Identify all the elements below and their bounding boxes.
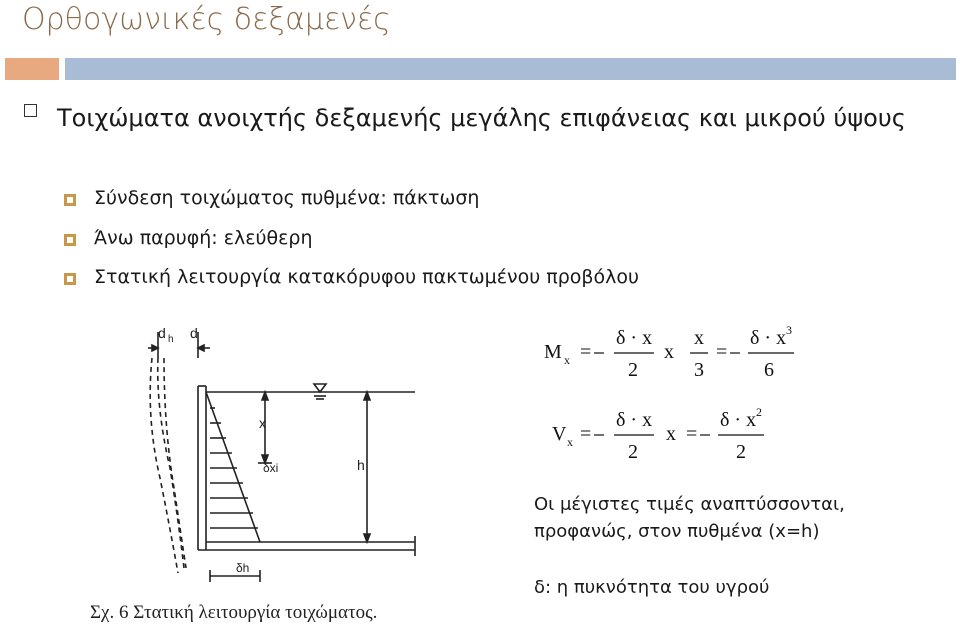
label-x: x [259, 415, 266, 431]
equals: = [686, 423, 698, 445]
mx-sub: x [564, 353, 570, 367]
x-num: x [694, 327, 704, 349]
wall-diagram [60, 318, 500, 630]
den-6: 6 [764, 359, 774, 381]
label-dxi: δxi [263, 461, 279, 475]
note-density: δ: η πυκνότητα του υγρού [534, 577, 770, 598]
den-2: 2 [628, 359, 638, 381]
den-3: 3 [694, 359, 704, 381]
label-h: h [357, 457, 365, 473]
square-bullet-icon [64, 194, 76, 206]
label-dh: d [158, 325, 166, 341]
mx-symbol: M [544, 341, 562, 363]
pow-2: 2 [756, 405, 762, 419]
equals: = [580, 423, 592, 445]
den-2-v: 2 [628, 441, 638, 463]
header-band-accent [5, 58, 59, 80]
square-bullet-icon [64, 234, 76, 246]
dx-num-v: δ · x [616, 409, 653, 431]
main-bullet-icon [24, 104, 37, 117]
vx-sub: x [567, 435, 573, 449]
main-bullet-text: Τοιχώματα ανοιχτής δεξαμενής μεγάλης επιφάνειας και μικρού ύψους [57, 104, 906, 132]
x-term: x [664, 341, 674, 363]
note-max-values-2: προφανώς, στον πυθμένα (x=h) [534, 521, 820, 542]
label-dh-bottom: δh [236, 561, 250, 575]
vx-symbol: V [552, 423, 567, 445]
equals: = [716, 341, 728, 363]
label-dh-sub: h [168, 334, 174, 345]
header-band [65, 58, 956, 80]
x-term-v: x [666, 423, 676, 445]
note-max-values: Οι μέγιστες τιμές αναπτύσσονται, [534, 494, 845, 515]
dx-num: δ · x [616, 327, 653, 349]
figure-caption: Σχ. 6 Στατική λειτουργία τοιχώματος. [90, 602, 378, 623]
dx3-num: δ · x [750, 327, 787, 349]
pow-3: 3 [786, 323, 792, 337]
square-bullet-icon [64, 273, 76, 285]
equals: = [580, 341, 592, 363]
formulas [520, 318, 820, 478]
slide-title: Ορθογωνικές δεξαμενές [22, 2, 391, 37]
sub-bullet-label: Σύνδεση τοιχώματος πυθμένα: πάκτωση [94, 187, 480, 209]
sub-bullet-label: Στατική λειτουργία κατακόρυφου πακτωμένου προβόλου [94, 266, 640, 288]
dx2-num: δ · x [720, 409, 757, 431]
den-2-v2: 2 [736, 441, 746, 463]
label-d: d [190, 325, 198, 341]
sub-bullet-label: Άνω παρυφή: ελεύθερη [94, 227, 313, 249]
